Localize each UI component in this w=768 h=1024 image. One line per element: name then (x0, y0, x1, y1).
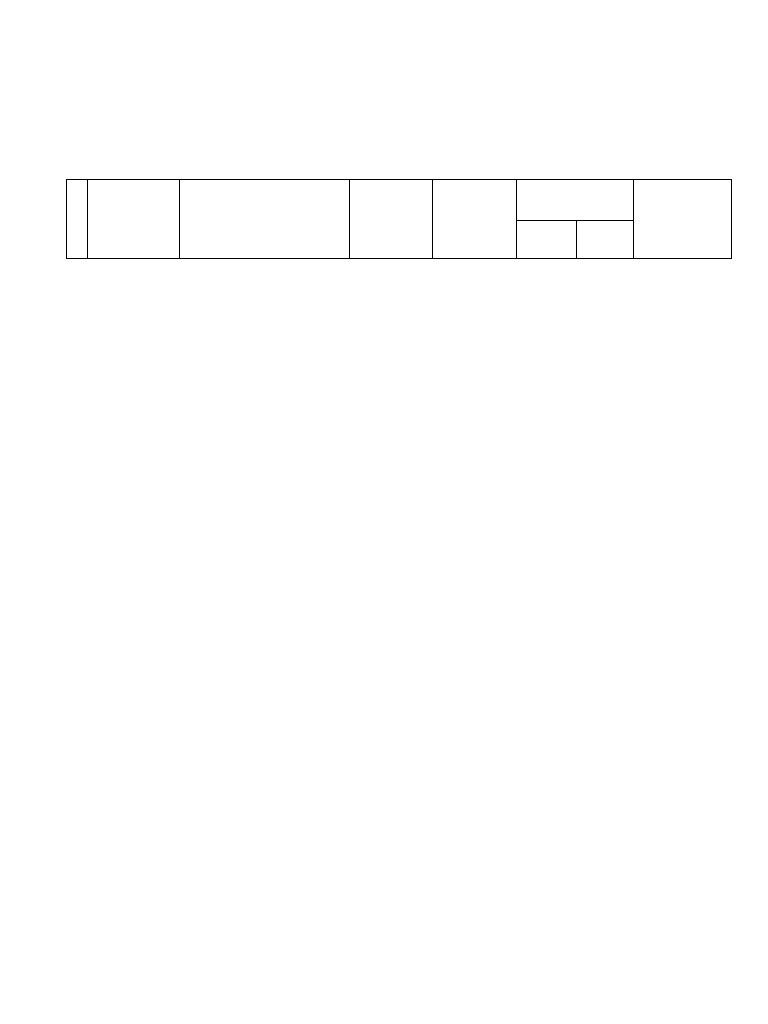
header-content (433, 180, 517, 259)
header-method-online (577, 221, 634, 259)
header-objective (180, 180, 350, 259)
header-assessment (634, 180, 732, 259)
header-method-offline (517, 221, 577, 259)
header-phase (88, 180, 180, 259)
plan-table-top (66, 179, 732, 259)
header-method (517, 180, 634, 221)
header-stt (67, 180, 88, 259)
header-condition (350, 180, 433, 259)
